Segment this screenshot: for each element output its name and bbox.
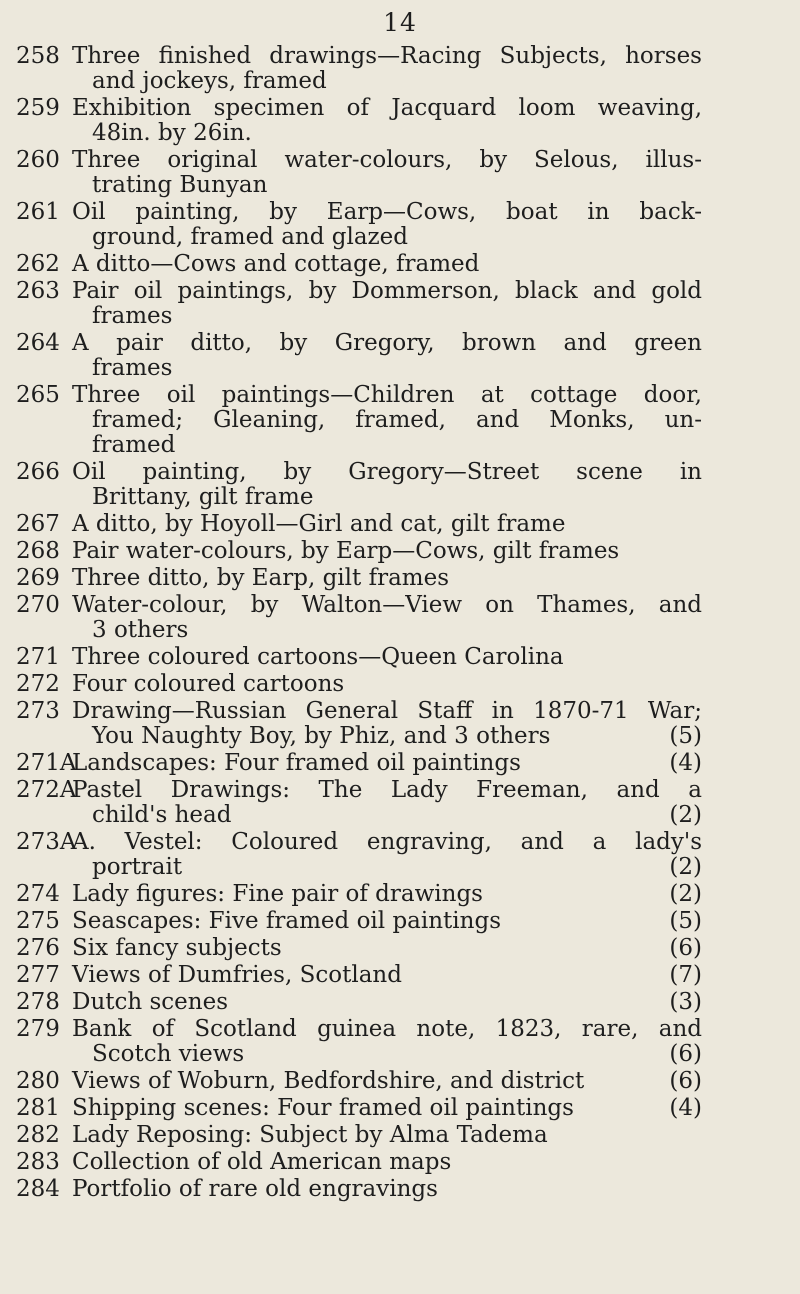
lot-description: [72, 1096, 702, 1121]
lot-description: [72, 963, 702, 988]
lot-entry: [0, 593, 800, 643]
lot-entry: [0, 830, 800, 880]
lot-entry: [0, 1017, 800, 1067]
lot-description-line: Lady Reposing: Subject by Alma Tadema: [72, 1122, 548, 1148]
lot-description-line: Views of Dumfries, Scotland: [72, 962, 402, 988]
lot-description-line: Three coloured cartoons—Queen Carolina: [72, 644, 564, 670]
lot-description-line: Views of Woburn, Bedfordshire, and district: [72, 1068, 585, 1094]
lot-number: 278: [16, 989, 60, 1015]
lot-count: (6): [669, 1068, 702, 1094]
lot-entry: [0, 699, 800, 749]
lot-description-line: Collection of old American maps: [72, 1149, 452, 1175]
lot-description: [72, 751, 702, 776]
lot-number: 271: [16, 644, 60, 670]
lot-description-line: A pair ditto, by Gregory, brown and green: [72, 330, 702, 356]
lot-number: 276: [16, 935, 60, 961]
lot-description-line: 48in. by 26in.: [92, 120, 252, 146]
lot-description-line: Scotch views: [92, 1041, 245, 1067]
lot-description-line: Oil painting, by Earp—Cows, boat in back-: [72, 199, 702, 225]
lot-description-line: Three oil paintings—Children at cottage door,: [72, 382, 702, 408]
lot-description-line: Bank of Scotland guinea note, 1823, rare, and: [72, 1016, 702, 1042]
lot-number: 266: [16, 459, 60, 485]
lot-count: (4): [669, 1095, 702, 1121]
lot-entry: [0, 990, 800, 1015]
lot-description: [72, 593, 702, 643]
lot-description: [72, 252, 702, 277]
lot-entry: [0, 1069, 800, 1094]
lot-number: 267: [16, 511, 60, 537]
lot-description-line: trating Bunyan: [92, 172, 268, 198]
lot-entry: [0, 383, 800, 458]
lot-list: [0, 44, 800, 1204]
lot-description: [72, 279, 702, 329]
lot-description-line: A. Vestel: Coloured engraving, and a lady's: [72, 829, 702, 855]
lot-number: 283: [16, 1149, 60, 1175]
lot-number: 275: [16, 908, 60, 934]
lot-description: [72, 200, 702, 250]
lot-number: 280: [16, 1068, 60, 1094]
lot-entry: [0, 96, 800, 146]
lot-description: [72, 699, 702, 749]
lot-description: [72, 512, 702, 537]
lot-description: [72, 990, 702, 1015]
lot-entry: [0, 252, 800, 277]
lot-entry: [0, 1150, 800, 1175]
lot-count: (5): [669, 723, 702, 749]
lot-number: 265: [16, 382, 60, 408]
lot-description: [72, 672, 702, 697]
lot-description: [72, 331, 702, 381]
lot-entry: [0, 200, 800, 250]
lot-description-line: Oil painting, by Gregory—Street scene in: [72, 459, 702, 485]
lot-number: 273A: [16, 829, 77, 855]
lot-number: 264: [16, 330, 60, 356]
lot-number: 258: [16, 43, 60, 69]
lot-description-line: Drawing—Russian General Staff in 1870-71 War;: [72, 698, 702, 724]
lot-count: (6): [669, 1041, 702, 1067]
lot-entry: [0, 279, 800, 329]
lot-number: 262: [16, 251, 60, 277]
lot-number: 271A: [16, 750, 77, 776]
lot-description-line: Landscapes: Four framed oil paintings: [72, 750, 521, 776]
lot-number: 260: [16, 147, 60, 173]
lot-description: [72, 645, 702, 670]
lot-number: 279: [16, 1016, 60, 1042]
lot-description-line: frames: [92, 303, 173, 329]
lot-entry: [0, 672, 800, 697]
lot-description-line: Three ditto, by Earp, gilt frames: [72, 565, 450, 591]
lot-number: 284: [16, 1176, 60, 1202]
lot-description-line: Brittany, gilt frame: [92, 484, 314, 510]
lot-count: (5): [669, 908, 702, 934]
lot-description-line: Pastel Drawings: The Lady Freeman, and a: [72, 777, 702, 803]
lot-description: [72, 909, 702, 934]
lot-description: [72, 566, 702, 591]
lot-description: [72, 1177, 702, 1202]
lot-number: 269: [16, 565, 60, 591]
lot-description: [72, 1123, 702, 1148]
lot-description: [72, 778, 702, 828]
lot-entry: [0, 566, 800, 591]
lot-description: [72, 1069, 702, 1094]
lot-count: (4): [669, 750, 702, 776]
lot-number: 272A: [16, 777, 77, 803]
lot-description: [72, 44, 702, 94]
lot-description-line: Exhibition specimen of Jacquard loom weaving,: [72, 95, 702, 121]
lot-description-line: A ditto—Cows and cottage, framed: [72, 251, 480, 277]
lot-entry: [0, 1177, 800, 1202]
lot-number: 282: [16, 1122, 60, 1148]
lot-entry: [0, 1123, 800, 1148]
lot-entry: [0, 778, 800, 828]
lot-entry: [0, 539, 800, 564]
lot-count: (3): [669, 989, 702, 1015]
lot-entry: [0, 1096, 800, 1121]
lot-description: [72, 1017, 702, 1067]
lot-number: 274: [16, 881, 60, 907]
lot-entry: [0, 751, 800, 776]
lot-description: [72, 96, 702, 146]
lot-entry: [0, 44, 800, 94]
lot-number: 272: [16, 671, 60, 697]
lot-entry: [0, 148, 800, 198]
lot-description-line: Three finished drawings—Racing Subjects, horses: [72, 43, 702, 69]
lot-description-line: You Naughty Boy, by Phiz, and 3 others: [92, 723, 551, 749]
lot-description-line: A ditto, by Hoyoll—Girl and cat, gilt frame: [72, 511, 566, 537]
lot-description-line: framed; Gleaning, framed, and Monks, un-: [92, 407, 702, 433]
lot-description-line: 3 others: [92, 617, 189, 643]
lot-description-line: ground, framed and glazed: [92, 224, 409, 250]
lot-description-line: Seascapes: Five framed oil paintings: [72, 908, 501, 934]
lot-count: (2): [669, 881, 702, 907]
lot-count: (6): [669, 935, 702, 961]
lot-description-line: framed: [92, 432, 176, 458]
lot-count: (2): [669, 854, 702, 880]
lot-number: 273: [16, 698, 60, 724]
lot-description: [72, 383, 702, 458]
lot-description-line: and jockeys, framed: [92, 68, 327, 94]
lot-number: 259: [16, 95, 60, 121]
lot-description: [72, 1150, 702, 1175]
lot-description-line: Lady figures: Fine pair of drawings: [72, 881, 483, 907]
lot-entry: [0, 331, 800, 381]
lot-entry: [0, 645, 800, 670]
lot-description-line: portrait: [92, 854, 183, 880]
lot-description-line: Pair oil paintings, by Dommerson, black and gold: [72, 278, 702, 304]
lot-description: [72, 460, 702, 510]
lot-entry: [0, 963, 800, 988]
lot-entry: [0, 512, 800, 537]
lot-description-line: Six fancy subjects: [72, 935, 282, 961]
lot-description-line: frames: [92, 355, 173, 381]
lot-description-line: Dutch scenes: [72, 989, 229, 1015]
lot-entry: [0, 460, 800, 510]
page-number: 14: [383, 8, 417, 37]
lot-description-line: Portfolio of rare old engravings: [72, 1176, 438, 1202]
lot-count: (7): [669, 962, 702, 988]
lot-number: 268: [16, 538, 60, 564]
lot-description-line: Four coloured cartoons: [72, 671, 345, 697]
lot-description-line: Water-colour, by Walton—View on Thames, and: [72, 592, 702, 618]
lot-description-line: Shipping scenes: Four framed oil paintings: [72, 1095, 574, 1121]
lot-number: 261: [16, 199, 60, 225]
lot-number: 270: [16, 592, 60, 618]
lot-number: 263: [16, 278, 60, 304]
lot-description: [72, 539, 702, 564]
lot-description-line: Three original water-colours, by Selous, illus-: [72, 147, 702, 173]
lot-count: (2): [669, 802, 702, 828]
lot-number: 281: [16, 1095, 60, 1121]
lot-description: [72, 936, 702, 961]
lot-number: 277: [16, 962, 60, 988]
lot-entry: [0, 936, 800, 961]
lot-description: [72, 882, 702, 907]
lot-description: [72, 830, 702, 880]
lot-description-line: Pair water-colours, by Earp—Cows, gilt frames: [72, 538, 620, 564]
lot-entry: [0, 882, 800, 907]
lot-description-line: child's head: [92, 802, 232, 828]
lot-entry: [0, 909, 800, 934]
lot-description: [72, 148, 702, 198]
